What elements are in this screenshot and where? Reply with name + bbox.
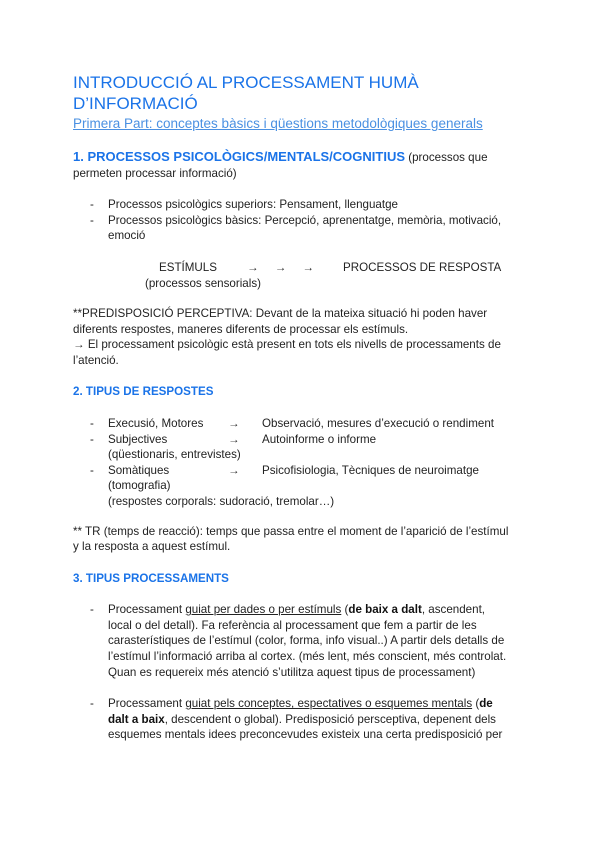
list-item-continuation: carasterístiques de l’estímul (color, forma, info visual..) A partir dels detalls de	[108, 634, 505, 648]
note-line: y la resposta a aquest estímul.	[73, 540, 231, 554]
list-item: - Subjectives → Autoinforme o informe	[90, 432, 377, 446]
flow-stimuli-label: ESTÍMULS	[159, 260, 217, 274]
section-2-note	[73, 524, 533, 555]
section-3	[73, 571, 533, 743]
section-1-heading-note-a: (processos que	[405, 151, 488, 164]
list-item: - Execusió, Motores → Observació, mesures d’execució o rendiment	[90, 416, 494, 430]
list-item-continuation: local o del detall). Fa referència al processament que fem a partir de les	[108, 618, 477, 632]
section-3-heading: 3. TIPUS PROCESSAMENTS	[73, 571, 229, 585]
list-item: - Somàtiques → Psicofisiologia, Tècniques de neuroimatge	[90, 463, 479, 477]
list-item-continuation: dalt a baix, descendent o global). Predisposició persceptiva, depenent dels	[108, 712, 496, 726]
processing-types-list	[73, 602, 533, 680]
note-line: ** TR (temps de reacció): temps que passa entre el moment de l’aparició de l’estímul	[73, 524, 509, 538]
document-subtitle-link[interactable]: Primera Part: conceptes bàsics i qüestions metodològiques generals	[73, 116, 483, 131]
note-line: **PREDISPOSICIÓ PERCEPTIVA: Devant de la mateixa situació hi poden haver	[73, 306, 488, 320]
list-item-continuation: (tomografia)	[108, 479, 171, 493]
list-item-continuation: (qüestionaris, entrevistes)	[108, 448, 241, 462]
processing-types-list-2	[73, 696, 533, 743]
list-item-continuation: emoció	[108, 229, 146, 243]
flow-sub-label: (processos sensorials)	[145, 276, 261, 290]
list-item-continuation: (respostes corporals: sudoració, tremolar…)	[108, 494, 335, 508]
list-item: - Processos psicològics superiors: Pensament, llenguatge	[90, 198, 398, 212]
list-item: - Processament guiat pels conceptes, espectatives o esquemes mentals (de	[90, 697, 493, 711]
document-page	[73, 72, 533, 743]
note-line: l’atenció.	[73, 353, 119, 367]
section-2	[73, 384, 533, 554]
note-line: diferents respostes, maneres diferents de processar els estímuls.	[73, 322, 409, 336]
list-item-continuation: esquemes mentals idees preconcevudes existeix una certa predisposició per	[108, 728, 503, 742]
flow-arrows: → → →	[247, 260, 314, 274]
list-item: - Processos psicològics bàsics: Percepció, aprenentatge, memòria, motivació,	[90, 213, 502, 227]
section-1-note	[73, 306, 533, 368]
section-1-heading-line	[73, 149, 533, 166]
document-title: INTRODUCCIÓ AL PROCESSAMENT HUMÀ D’INFORMACIÓ	[73, 73, 419, 113]
list-item: - Processament guiat per dades o per estímuls (de baix a dalt, ascendent,	[90, 603, 486, 617]
section-1	[73, 149, 533, 368]
section-1-heading-note-b: permeten processar informació)	[73, 166, 237, 180]
stimulus-response-flow	[73, 260, 533, 292]
flow-response-label: PROCESSOS DE RESPOSTA	[343, 260, 502, 274]
section-1-heading: 1. PROCESSOS PSICOLÒGICS/MENTALS/COGNITIUS	[73, 149, 406, 164]
list-item-continuation: l’estímul l’informació arriba al cortex. (més lent, més conscient, més controlat.	[108, 650, 507, 664]
note-line: → El processament psicològic està present en tots els nivells de processaments de	[73, 338, 501, 352]
section-1-list	[73, 197, 533, 244]
response-types-list	[73, 416, 533, 510]
section-2-heading: 2. TIPUS DE RESPOSTES	[73, 385, 214, 399]
list-item-continuation: Quan es requereix més atenció s’utilitza aquest tipus de processament)	[108, 665, 476, 679]
